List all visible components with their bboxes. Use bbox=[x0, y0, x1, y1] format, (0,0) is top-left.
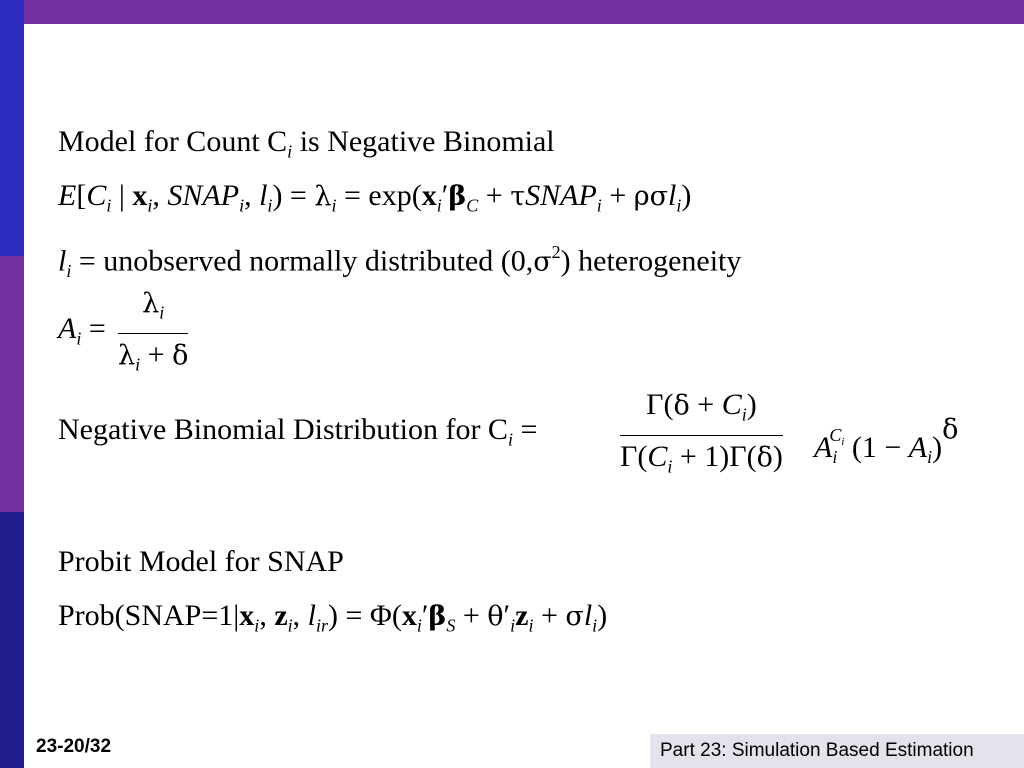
negbin-gamma-fraction: $\frac{\Gamma(\delta + C_i)}{\Gamma(C_i + 1)\Gamma(\delta)}$ bbox=[620, 388, 783, 477]
left-bar-segment-blue bbox=[0, 0, 24, 256]
negbin-power-terms: $A_i^{C_i}$ $(1 - A_i)^\delta$ bbox=[814, 414, 959, 468]
ai-definition-lhs: $A_i$ = bbox=[58, 312, 106, 349]
model-title-line: Model for Count $C_i$ is Negative Binomial bbox=[58, 125, 555, 162]
left-accent-bar bbox=[0, 0, 24, 768]
probit-model-title: Probit Model for SNAP bbox=[58, 545, 344, 578]
negbin-distribution-label: Negative Binomial Distribution for $C_i$ = bbox=[58, 413, 538, 450]
page-number: 23-20/32 bbox=[36, 736, 112, 757]
left-bar-segment-dark-blue bbox=[0, 512, 24, 768]
footer-title: Part 23: Simulation Based Estimation bbox=[650, 734, 1024, 768]
probit-equation: $Prob(SNAP=1|x_i$, $z_i$, $l_{ir}) = \Phi(x_i'\beta_S + \theta'_iz_i + \sigma l_i)$ bbox=[58, 599, 608, 636]
top-accent-bar bbox=[0, 0, 1024, 24]
heterogeneity-line: $l_i$ = unobserved normally distributed $(0,\sigma^2)$ heterogeneity bbox=[58, 242, 742, 281]
conditional-mean-equation: $E[C_i$ | $x_i$, $SNAP_i$, $l_i) = \lambda_i = \exp(x_i'\beta_C$ + τSNAP$_i$ + ρσl$_i$) bbox=[58, 179, 692, 216]
left-bar-segment-purple bbox=[0, 256, 24, 512]
ai-fraction: $\frac{\lambda_i}{\lambda_i + \delta}$ bbox=[118, 288, 189, 375]
